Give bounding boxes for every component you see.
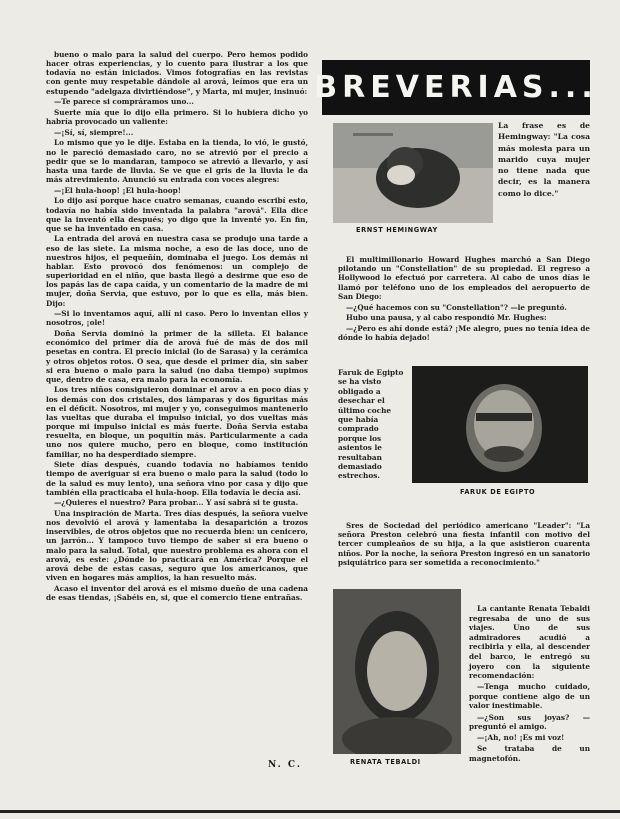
faruk-photo (412, 366, 588, 483)
paragraph: Acaso el inventor del arová es el mismo dueño de una cadena de esas tiendas, ¡Sabéis en, si, que el comercio tiene entrañas. (46, 583, 308, 602)
paragraph: La cantante Renata Tebaldi regresaba de uno de sus viajes. Uno de sus admiradores acudió a recibirla y ella, al descender del barco, le entregó su joyero con la siguiente recomendación: (469, 604, 590, 681)
paragraph: Una inspiración de Marta. Tres días después, la señora vuelve nos devolvió el arová y lamentaba la desaparición a trozos inservibles, de otros objetos que no recuerda bien: un cenicero, un jarrón... Y tampoco tuvo tiempo de saber si era bueno o malo para la salud. Total, que nuestro problema es ahora con el arová, es este: ¿Dónde lo practicará en América? Porque el arová debe de estas casas, seguro que los americanos, que viven en hogares más amplios, la han resuelto más. (46, 509, 308, 583)
paragraph: El multimillonario Howard Hughes marchó a San Diego pilotando un "Constellation" de su propiedad. El regreso a Hollywood lo efectuó por carretera. Al cabo de unos días le llamó por teléfono uno de los empleados del aeropuerto de San Diego: (338, 255, 590, 301)
hughes-story (338, 255, 590, 344)
tebaldi-photo (333, 589, 461, 754)
paragraph: —¡El hula-hoop! ¡El hula-hoop! (54, 185, 181, 195)
paragraph: Hubo una pausa, y al cabo respondió Mr. Hughes: (346, 313, 547, 323)
paragraph: —¿Pero es ahí donde está? ¡Me alegro, pues no tenía idea de dónde lo había dejado! (338, 323, 590, 343)
breverias-banner: BREVERIAS... (322, 60, 590, 115)
paragraph: Se trataba de un magnetofón. (469, 744, 590, 763)
paragraph: —Te parece si compráramos uno... (54, 97, 194, 107)
hemingway-text: La frase es de Hemingway: "La cosa más molesta para un marido cuya mujer no tiene nada que decir, es la manera como lo dice." (498, 121, 590, 198)
paragraph: —¿Son sus joyas? —preguntó el amigo. (469, 712, 590, 732)
paragraph: Suerte mía que lo dijo ella primero. Si lo hubiera dicho yo habría provocado un valiente: (46, 107, 308, 127)
tebaldi-story (469, 604, 590, 765)
paragraph: Lo mismo que yo le dije. Estaba en la tienda, lo vió, le gustó, no le pareció demasiado caro, no se atrevió por el precio a pedir que se lo mandaran, tampoco se atrevió a llevarlo, y así hasta una tarde de lluvia. Se ve que el gris de la lluvia le da más atrevimiento. Anunció su entrada con voces alegres: (46, 138, 308, 185)
paragraph: —Si lo inventamos aquí, allí ni caso. Pero lo inventan ellos y nosotros, ¡ole! (46, 309, 308, 328)
paragraph: bueno o malo para la salud del cuerpo. Pero hemos podido hacer otras experiencias, y lo cuento para ilustrar a los que todavía no están iniciados. Vimos fotografías en las revistas con gente muy respetable dándole al arová, leímos que era un estupendo "adelgaza divirtiéndose", y Marta, mi mujer, insinuó: (46, 50, 308, 96)
bottom-rule (0, 810, 620, 813)
preston-story: Sres de Sociedad del periódico americano "Leader": "La señora Preston celebró una fiesta infantil con motivo del tercer cumpleaños de su hija, a la que asistieron cuarenta niños. Por la noche, la señora Preston ingresó en un sanatorio psiquiátrico para ser sometida a reconocimiento." (338, 521, 590, 567)
paragraph: —¿Qué hacemos con su "Constellation"? —le preguntó. (346, 302, 567, 312)
paragraph: Siete días después, cuando todavía no habíamos tenido tiempo de averiguar si era bueno o malo para la salud (todo lo de la salud es muy lento), una señora vino por casa y dijo que también ella practicaba el hula-hoop. Ella todavía le decía así. (46, 460, 308, 497)
faruk-caption: FARUK DE EGIPTO (460, 488, 536, 496)
faruk-text: Faruk de Egipto se ha visto obligado a desechar el último coche que había comprado porque los asientos le resultaban demasiado estrechos. (338, 368, 404, 481)
paragraph: —¡Sí, sí, siempre!... (54, 127, 134, 137)
paragraph: Lo dijo así porque hace cuatro semanas, cuando escribí esto, todavía no había sido inventada la palabra "arová". Ella dice que la inventó ella después; yo digo que la inventé yo. En fin, que se ha inventado en casa. (46, 196, 308, 233)
paragraph: —Tenga mucho cuidado, porque contiene algo de un valor inestimable. (469, 682, 590, 711)
paragraph: Los tres niños consiguieron dominar el arov a en poco días y los demás con dos cristales, dos lámparas y dos figuritas más en el déficit. Nosotros, mi mujer y yo, conseguimos mantenerlo las vueltas que duraba el impulso inicial, yo dos vueltas más porque mi impulso inicial es más fuerte. Doña Servia estaba resuelta, en bloque, un poquitín más. Particularmente a cada uno nos quiere mucho, pero en bloque, como institución familiar, no ha desperdiado siempre. (46, 385, 308, 459)
article-signature: N. C. (268, 760, 303, 770)
left-column-article (46, 50, 308, 604)
paragraph: —¡Ah, no! ¡Es mi voz! (477, 733, 565, 743)
hemingway-photo (333, 123, 493, 223)
tebaldi-caption: RENATA TEBALDI (350, 758, 421, 766)
paragraph: La entrada del arová en nuestra casa se produjo una tarde a eso de las siete. La misma noche, a eso de las doce, uno de nuestros hijos, el pequeñín, dominaba el juego. Los demás ni hablar. Esto provocó dos fenómenos: un complejo de superioridad en el niño, que basta llegó a desirme que eso de los papás las de capa caída, y un comentario de la madre de mi mujer, doña Servia, que estuvo, por lo que es ella, más bien. Dijo: (46, 234, 308, 308)
paragraph: —¿Quieres el nuestro? Para probar... Y así sabrá si te gusta. (54, 498, 299, 508)
hemingway-caption: ERNST HEMINGWAY (356, 226, 438, 234)
paragraph: Doña Servia dominó la primer de la silleta. El balance económico del primer día de arová fué de más de dos mil pesetas en contra. El precio inicial (lo de Sarasa) y la cerámica y otros objetos rotos. O sea, que desde el primer día, sin saber si era bueno o malo para la salud (no daba tiempo) supimos que, dentro de casa, era malo para la economía. (46, 329, 308, 384)
